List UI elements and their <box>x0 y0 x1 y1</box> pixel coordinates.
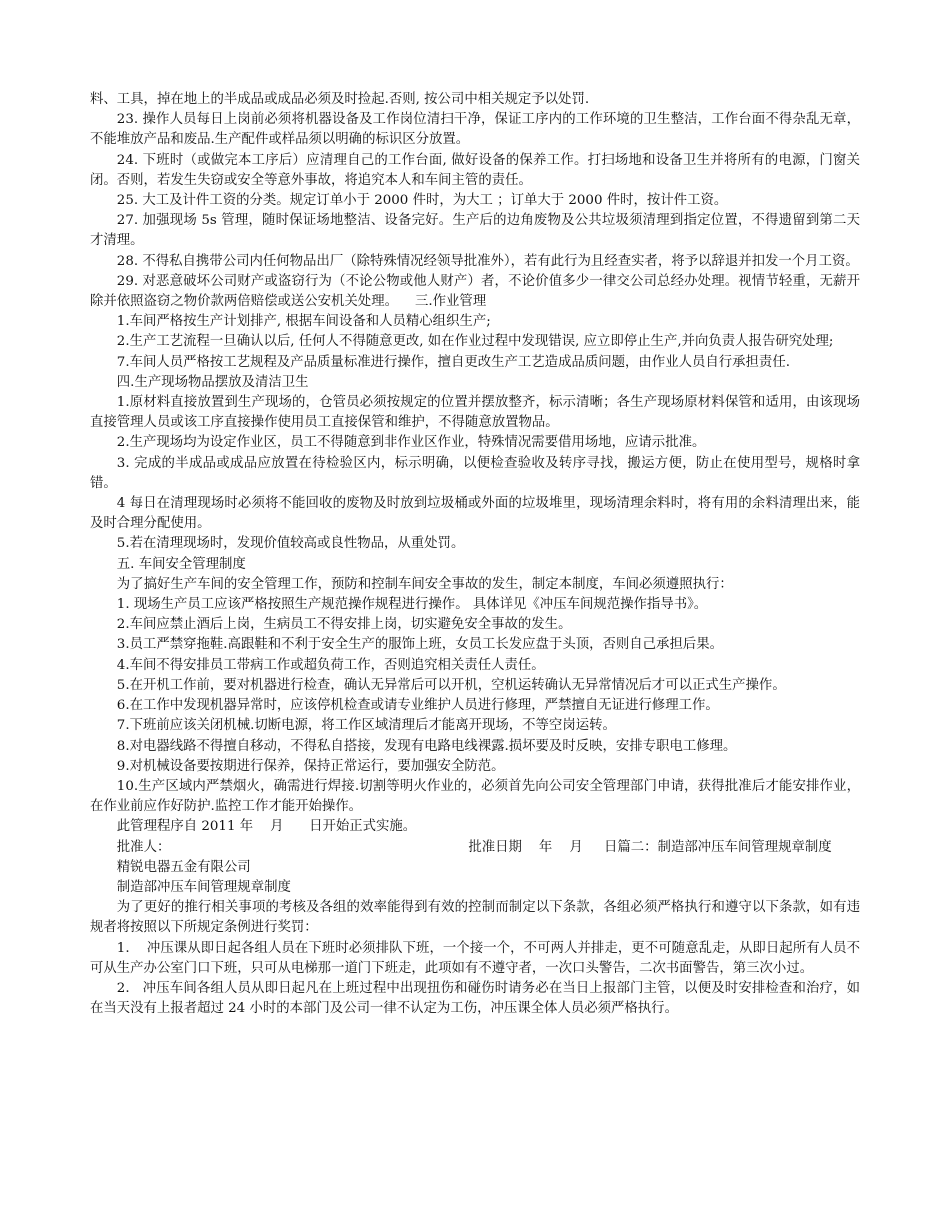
paragraph: 3.员工严禁穿拖鞋.高跟鞋和不利于安全生产的服饰上班，女员工长发应盘于头顶，否则自己承担后果。 <box>116 637 724 653</box>
document-body <box>90 90 860 1019</box>
paragraph: 5.在开机工作前，要对机器进行检查，确认无异常后可以开机，空机运转确认无异常情况后才可以正式生产操作。 <box>116 677 786 693</box>
paragraph: 2.生产现场均为设定作业区，员工不得随意到非作业区作业，特殊情况需要借用场地，应请示批准。 <box>116 435 706 451</box>
paragraph: 25. 大工及计件工资的分类。规定订单小于 2000 件时，为大工 ；订单大于 2000 件时，按计件工资。 <box>116 193 728 209</box>
paragraph: 5.若在清理现场时，发现价值较高或良性物品，从重处罚。 <box>116 536 465 552</box>
paragraph: 4.车间不得安排员工带病工作或超负荷工作，否则追究相关责任人责任。 <box>116 657 545 673</box>
document-title: 制造部冲压车间管理规章制度 <box>116 879 291 895</box>
company-name: 精锐电器五金有限公司 <box>116 859 251 875</box>
paragraph: 29. 对恶意破坏公司财产或盗窃行为（不论公物或他人财产）者，不论价值多少一律交公司总经办处理。视情节轻重，无薪开除并依照盗窃之物价款两倍赔偿或送公安机关处理。 三.作业管理 <box>90 273 860 310</box>
paragraph: 10.生产区域内严禁烟火，确需进行焊接.切割等明火作业的，必须首先向公司安全管理部门申请，获得批准后才能安排作业，在作业前应作好防护.监控工作才能开始操作。 <box>90 778 860 815</box>
section-heading: 五. 车间安全管理制度 <box>116 556 246 572</box>
approval-line: 批准人： 批准日期 年 月 日篇二：制造部冲压车间管理规章制度 <box>116 839 832 855</box>
paragraph: 9.对机械设备要按期进行保养，保持正常运行，要加强安全防范。 <box>116 758 505 774</box>
paragraph: 1.车间严格按生产计划排产, 根据车间设备和人员精心组织生产; <box>116 314 491 330</box>
paragraph: 23. 操作人员每日上岗前必须将机器设备及工作岗位清扫干净，保证工序内的工作环境的卫生整洁，工作台面不得杂乱无章，不能堆放产品和废品.生产配件或样品须以明确的标识区分放置。 <box>90 112 860 148</box>
paragraph: 7.车间人员严格按工艺规程及产品质量标准进行操作，擅自更改生产工艺造成品质问题，由作业人员自行承担责任. <box>116 354 790 370</box>
paragraph: 1. 冲压课从即日起各组人员在下班时必须排队下班，一个接一个，不可两人并排走，更不可随意乱走，从即日起所有人员不可从生产办公室门口下班，只可从电梯那一道门下班走，此项如有不遵守者，一次口头警告，二次书面警告，第三次小过。 <box>90 940 860 976</box>
paragraph: 为了更好的推行相关事项的考核及各组的效率能得到有效的控制而制定以下条款，各组必须严格执行和遵守以下条款，如有违规者将按照以下所规定条例进行奖罚： <box>90 900 860 936</box>
paragraph: 3. 完成的半成品或成品应放置在待检验区内，标示明确，以便检查验收及转序寻找，搬运方便，防止在使用型号，规格时拿错。 <box>90 455 860 491</box>
paragraph: 为了搞好生产车间的安全管理工作，预防和控制车间安全事故的发生，制定本制度，车间必须遵照执行： <box>116 576 733 592</box>
paragraph: 6.在工作中发现机器异常时，应该停机检查或请专业维护人员进行修理，严禁擅自无证进行修理工作。 <box>116 698 719 714</box>
paragraph: 27. 加强现场 5s 管理，随时保证场地整洁、设备完好。生产后的边角废物及公共垃圾须清理到指定位置，不得遗留到第二天才清理。 <box>90 213 860 249</box>
paragraph: 1. 现场生产员工应该严格按照生产规范操作规程进行操作。 具体详见《冲压车间规范操作指导书》。 <box>116 597 708 613</box>
effective-date-line: 此管理程序自 2011 年 月 日开始正式实施。 <box>116 819 417 835</box>
paragraph: 1.原材料直接放置到生产现场的，仓管员必须按规定的位置并摆放整齐，标示清晰；各生产现场原材料保管和适用，由该现场直接管理人员或该工序直接操作使用员工直接保管和维护，不得随意放置物品。 <box>90 395 860 431</box>
paragraph: 4 每日在清理现场时必须将不能回收的废物及时放到垃圾桶或外面的垃圾堆里，现场清理余料时，将有用的余料清理出来，能及时合理分配使用。 <box>90 496 860 532</box>
paragraph: 28. 不得私自携带公司内任何物品出厂（除特殊情况经领导批准外），若有此行为且经查实者，将予以辞退并扣发一个月工资。 <box>116 253 859 269</box>
section-heading: 四.生产现场物品摆放及清洁卫生 <box>116 374 309 390</box>
paragraph: 7.下班前应该关闭机械.切断电源，将工作区域清理后才能离开现场，不等空岗运转。 <box>116 718 616 734</box>
paragraph: 24. 下班时（或做完本工序后）应清理自己的工作台面, 做好设备的保养工作。打扫场地和设备卫生并将所有的电源，门窗关闭。否则，若发生失窃或安全等意外事故，将追究本人和车间主管的责任。 <box>90 152 860 188</box>
paragraph: 8.对电器线路不得擅自移动，不得私自搭接，发现有电路电线裸露.损坏要及时反映，安排专职电工修理。 <box>116 738 737 754</box>
paragraph: 2.车间应禁止酒后上岗，生病员工不得安排上岗，切实避免安全事故的发生。 <box>116 617 572 633</box>
paragraph: 2. 冲压车间各组人员从即日起凡在上班过程中出现扭伤和碰伤时请务必在当日上报部门主管，以便及时安排检查和治疗，如在当天没有上报者超过 24 小时的本部门及公司一律不认定为工伤，冲压课全体人员必须严格执行。 <box>90 980 860 1017</box>
paragraph: 2.生产工艺流程一旦确认以后, 任何人不得随意更改, 如在作业过程中发现错误, 应立即停止生产,并向负责人报告研究处理; <box>116 334 834 350</box>
paragraph: 料、工具，掉在地上的半成品或成品必须及时捡起.否则, 按公司中相关规定予以处罚. <box>90 92 590 107</box>
